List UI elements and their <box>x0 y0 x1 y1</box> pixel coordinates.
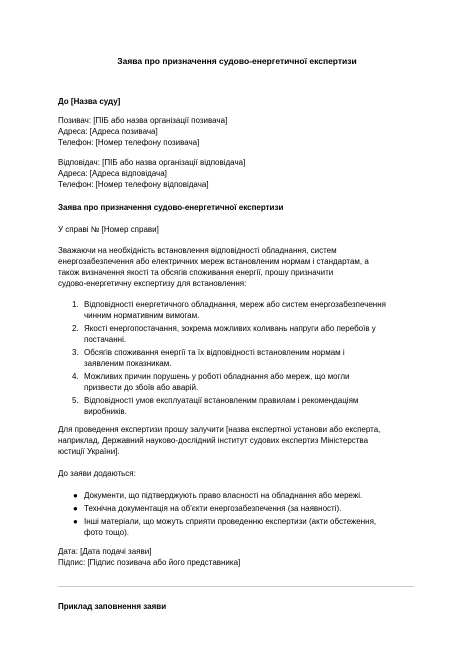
question-item <box>58 395 418 417</box>
plaintiff-address: Адреса: [Адреса позивача] <box>58 127 158 136</box>
question-item <box>58 299 418 321</box>
plaintiff-name: Позивач: [ПІБ або назва організації позивача] <box>58 116 228 125</box>
attachment-text: Інші матеріали, що можуть сприяти проведенню експертизи (акти обстеження, <box>84 517 377 526</box>
attachment-text: Технічна документація на об'єкти енергозабезпечення (за наявності). <box>84 504 342 513</box>
attachment-text: фото тощо). <box>84 528 129 537</box>
expert-paragraph <box>58 424 418 457</box>
attachment-item <box>58 490 418 501</box>
question-text: Можливих причин порушень у роботі обладнання або мереж, що могли <box>84 372 350 381</box>
question-number: 3. <box>72 348 79 357</box>
question-text: виробників. <box>84 407 127 416</box>
date-line: Дата: [Дата подачі заяви] <box>58 547 152 556</box>
question-item <box>58 347 418 369</box>
question-number: 4. <box>72 372 79 381</box>
intro-line: судово-енергетичну експертизу для встановлення: <box>58 279 247 288</box>
questions-list <box>58 299 418 417</box>
plaintiff-block <box>58 115 418 148</box>
question-number: 5. <box>72 396 79 405</box>
bullet-icon: ● <box>73 491 78 500</box>
question-item <box>58 323 418 345</box>
attachment-item <box>58 516 418 538</box>
defendant-name: Відповідач: [ПІБ або назва організації відповідача] <box>58 158 246 167</box>
question-text: призвести до збоїв або аварій. <box>84 383 199 392</box>
attachment-item <box>58 503 418 514</box>
intro-line: також визначення якості та обсягів споживання енергії, прошу призначити <box>58 268 334 277</box>
question-number: 2. <box>72 324 79 333</box>
intro-line: Зважаючи на необхідність встановлення відповідності обладнання, систем <box>58 246 337 255</box>
section-divider <box>58 586 414 587</box>
bullet-icon: ● <box>73 504 78 513</box>
question-text: Обсягів споживання енергії та їх відповідності встановленим нормам і <box>84 348 345 357</box>
attachments-intro: До заяви додаються: <box>58 469 136 478</box>
question-number: 1. <box>72 300 79 309</box>
expert-line: наприклад, Державний науково-дослідний інститут судових експертиз Міністерства <box>58 436 369 445</box>
defendant-block <box>58 157 418 190</box>
question-text: Відповідності енергетичного обладнання, мереж або систем енергозабезпечення <box>84 300 386 309</box>
question-text: Якості енергопостачання, зокрема можливих коливань напруги або перебоїв у <box>84 324 376 333</box>
case-number: У справі № [Номер справи] <box>58 225 159 234</box>
intro-paragraph <box>58 245 418 289</box>
signature-line: Підпис: [Підпис позивача або його представника] <box>58 558 241 567</box>
example-heading: Приклад заповнення заяви <box>58 602 167 611</box>
question-text: постачанні. <box>84 335 127 344</box>
bullet-icon: ● <box>73 517 78 526</box>
defendant-phone: Телефон: [Номер телефону відповідача] <box>58 180 209 189</box>
attachments-list <box>58 490 418 538</box>
question-text: заявленим показникам. <box>84 359 172 368</box>
question-item <box>58 371 418 393</box>
attachment-text: Документи, що підтверджують право власності на обладнання або мережі. <box>84 491 363 500</box>
signature-block <box>58 546 418 568</box>
intro-line: енергозабезпечення або електричних мереж встановленим нормам і стандартам, а <box>58 257 369 266</box>
court-addressee: До [Назва суду] <box>58 97 121 106</box>
section-subtitle: Заява про призначення судово-енергетичної експертизи <box>58 203 284 212</box>
plaintiff-phone: Телефон: [Номер телефону позивача] <box>58 138 200 147</box>
expert-line: Для проведення експертизи прошу залучити [назва експертної установи або експерта, <box>58 425 381 434</box>
question-text: чинним нормативним вимогам. <box>84 311 200 320</box>
document-title: Заява про призначення судово-енергетичної експертизи <box>117 56 357 66</box>
defendant-address: Адреса: [Адреса відповідача] <box>58 169 167 178</box>
expert-line: юстиції України]. <box>58 447 120 456</box>
question-text: Відповідності умов експлуатації встановленим правилам і рекомендаціям <box>84 396 359 405</box>
